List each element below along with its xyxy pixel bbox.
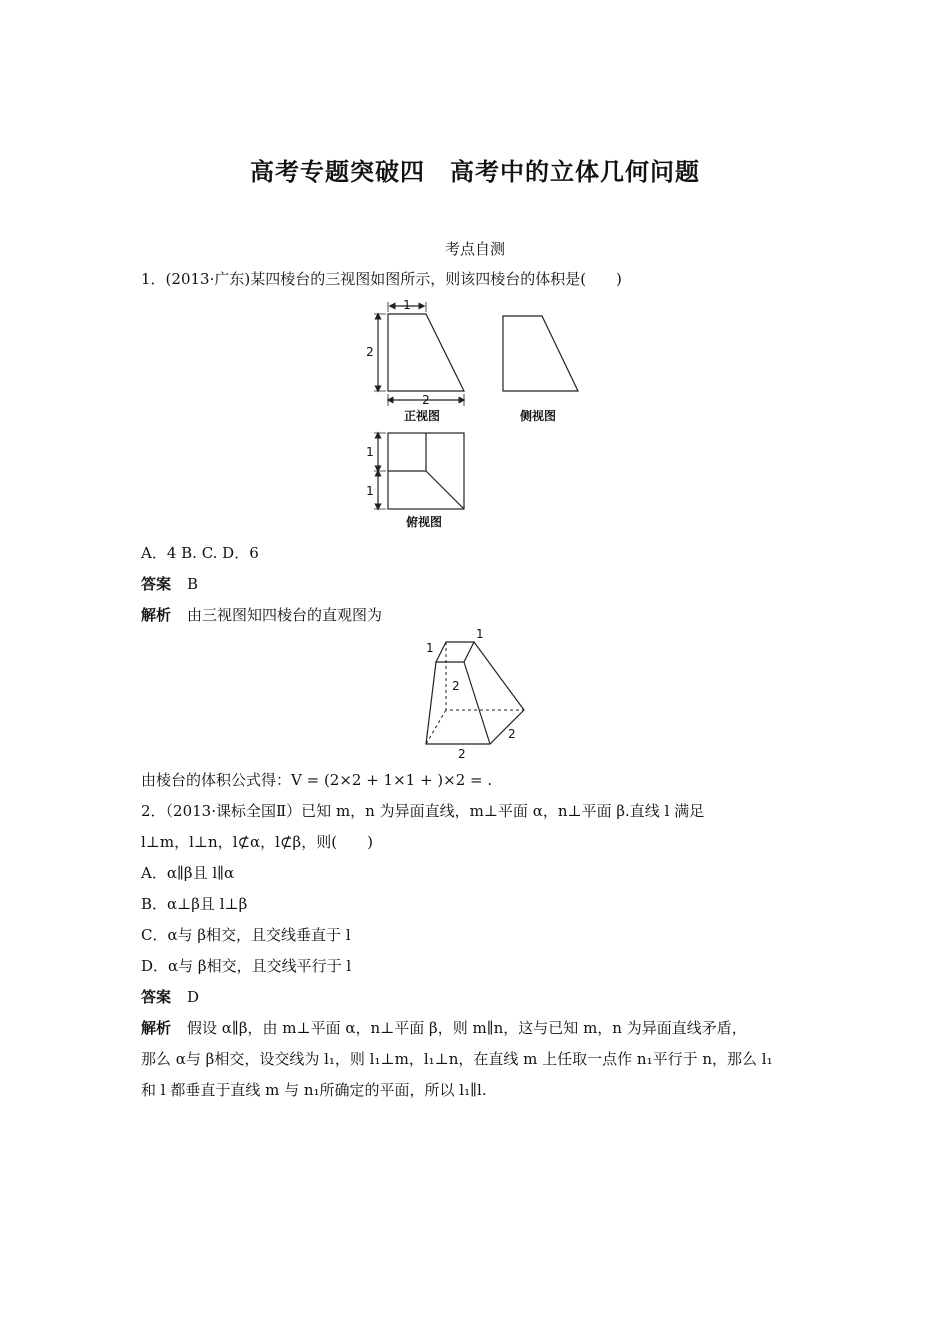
- q2-option-d: D．α与 β相交，且交线平行于 l: [141, 957, 352, 975]
- q1-stem: 1．(2013·广东)某四棱台的三视图如图所示，则该四棱台的体积是( ): [141, 270, 622, 288]
- top-view-inner: [388, 433, 464, 509]
- solid-height-label: 2: [452, 679, 460, 693]
- q1-answer: B: [187, 575, 199, 593]
- q2-analysis-line3: 和 l 都垂直于直线 m 与 n₁所确定的平面，所以 l₁∥l.: [141, 1081, 487, 1099]
- q2-analysis-line2: 那么 α与 β相交，设交线为 l₁，则 l₁⊥m，l₁⊥n，在直线 m 上任取一点作 n₁平行于 n，那么 l₁: [141, 1050, 773, 1068]
- q2-option-a: A．α∥β且 l∥α: [141, 864, 235, 882]
- q1-analysis-label: 解析: [141, 606, 172, 624]
- side-view-label: 侧视图: [519, 409, 557, 423]
- page-title: 高考专题突破四 高考中的立体几何问题: [250, 158, 700, 186]
- top-view-label: 俯视图: [405, 515, 443, 529]
- dim-height-label: 2: [366, 345, 374, 359]
- solid-bottom-right-label: 2: [508, 727, 516, 741]
- front-view-label: 正视图: [403, 409, 441, 423]
- q1-options: A．4 B. C. D．6: [141, 544, 259, 562]
- solid-top-left-label: 1: [426, 641, 434, 655]
- solid-top-right-label: 1: [476, 628, 484, 641]
- q2-answer-row: [141, 986, 199, 1007]
- dim-top-view-a-label: 1: [366, 445, 374, 459]
- three-view-figure: [360, 296, 600, 536]
- frustum-figure: [412, 628, 542, 760]
- section-heading: 考点自测: [444, 240, 505, 258]
- q1-analysis-row: [141, 604, 382, 625]
- q2-answer: D: [187, 988, 200, 1006]
- q2-option-c: C．α与 β相交，且交线垂直于 l: [141, 926, 351, 944]
- q2-answer-label: 答案: [141, 988, 172, 1006]
- q2-stem-line2: l⊥m，l⊥n，l⊄α，l⊄β，则( ): [141, 833, 373, 851]
- side-view-shape: [503, 316, 578, 391]
- front-view-shape: [388, 314, 464, 391]
- dim-top-view-b-label: 1: [366, 484, 374, 498]
- frustum-top-face: [436, 642, 474, 662]
- q1-answer-label: 答案: [141, 575, 172, 593]
- solid-bottom-front-label: 2: [458, 747, 466, 760]
- dim-bottom-label: 2: [422, 393, 430, 407]
- q1-answer-row: [141, 573, 198, 594]
- q1-formula: 由棱台的体积公式得：V = (2×2 + 1×1 + )×2 = .: [141, 771, 493, 789]
- dim-top-label: 1: [403, 298, 411, 312]
- q2-analysis-label: 解析: [141, 1019, 172, 1037]
- q2-analysis-row: [141, 1017, 747, 1038]
- q2-analysis-line1: 假设 α∥β，由 m⊥平面 α，n⊥平面 β，则 m∥n，这与已知 m，n 为异面直线矛盾，: [187, 1019, 747, 1037]
- q2-stem-line1: 2．（2013·课标全国Ⅱ）已知 m，n 为异面直线，m⊥平面 α，n⊥平面 β.直线 l 满足: [141, 802, 705, 820]
- q1-analysis: 由三视图知四棱台的直观图为: [187, 606, 383, 624]
- q2-option-b: B．α⊥β且 l⊥β: [141, 895, 248, 913]
